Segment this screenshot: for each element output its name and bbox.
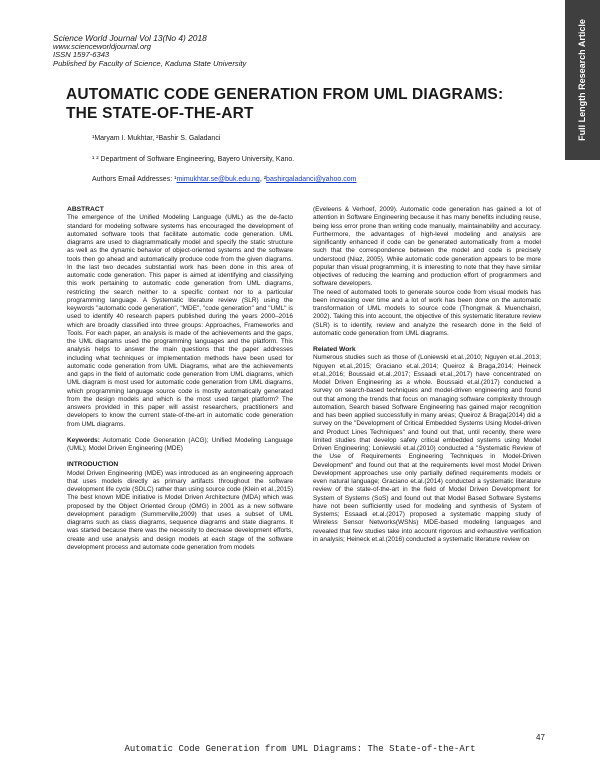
side-tab-label: Full Length Research Article	[577, 19, 587, 141]
email-link-2[interactable]: bashirgaladanci@yahoo.com	[266, 176, 357, 183]
journal-header	[53, 34, 453, 68]
intro-objective-paragraph: The need of automated tools to generate source code from visual models has been increasing over time and a lot of work has been done on the automatic transformation of UML models to source code (Thongmak & Muenchaisri, 2002). Taking this into account, the objective of this systematic literature review (SLR) is to identify, review and analyze the research done in the field of automatic code generation from UML diagrams.	[313, 288, 541, 337]
left-column	[67, 206, 293, 552]
related-work-heading: Related Work	[313, 346, 356, 353]
side-tab	[565, 0, 600, 160]
running-footer-title: Automatic Code Generation from UML Diagrams: The State-of-the-Art	[124, 744, 476, 754]
email-separator: , ²	[259, 176, 267, 183]
keywords-label: Keywords:	[67, 436, 100, 444]
paper-title: AUTOMATIC CODE GENERATION FROM UML DIAGRAMS: THE STATE-OF-THE-ART	[66, 86, 504, 122]
author-emails	[92, 176, 356, 183]
introduction-heading: INTRODUCTION	[67, 461, 119, 469]
journal-issn: ISSN 1597-6343	[53, 50, 110, 60]
page-number: 47	[536, 733, 545, 742]
affiliation: ¹ ² Department of Software Engineering, Bayero University, Kano.	[92, 156, 295, 163]
intro-continued-paragraph: (Eveleens & Verhoef, 2009). Automatic code generation has gained a lot of attention in Software Engineering because it has many benefits including reuse, being less error prone than writing code manually, maintainability and accuracy. Furthermore, the advantages of high-level modeling and analysis are significantly enhanced if code can be generated automatically from a model such that the correspondence between the model and code is precisely understood (Niaz, 2005). While automatic code generation appears to be more popular than visual programming, it is interesting to note that they have similar objectives of reducing the learning and production effort of programmers and software developers.	[313, 206, 541, 288]
abstract-text: The emergence of the Unified Modeling Language (UML) as the de-facto standard for modeling software systems has encouraged the development of automated software tools that facilitate automatic code generation. UML diagrams are used to diagrammatically model and specify the static structure as well as the dynamic behavior of object-oriented systems and the software tools then go ahead and automatically produce code from the given diagrams. In the last two decades substantial work has been done in this area of automatic code generation. This paper is aimed at identifying and classifying this work pertaining to automatic code generation from UML diagrams, restricting the search neither to a specific context nor to a particular programming language. A Systematic literature review (SLR) using the keywords "automatic code generation", "MDE", "code generation" and "UML" is used to identify 40 research papers published during the years 2000–2016 which are broadly classified into three groups: Approaches, Frameworks and Tools. For each paper, an analysis is made of the achievements and the gaps, the UML diagrams used the programming languages and the platform. This analysis helps to answer the main questions that the paper addresses including what techniques or implementation methods have been used for automatic code generation from UML Diagrams, what are the achievements and gaps in the field of automatic code generation from UML diagrams, which UML diagram is most used for automatic code generation from UML diagrams, which programming language source code is mostly automatically generated from the design models and which is the most used target platform? The answers provided in this paper will assist researchers, practitioners and developers to know the current state-of-the-art in automatic code generation from UML diagrams.	[67, 214, 293, 428]
keywords	[67, 437, 293, 454]
journal-publisher: Published by Faculty of Science, Kaduna State University	[53, 58, 247, 68]
abstract-heading: ABSTRACT	[67, 206, 104, 213]
authors: ¹Maryam I. Mukhtar, ²Bashir S. Galadanci	[92, 135, 221, 142]
journal-website: www.scienceworldjournal.org	[53, 41, 151, 51]
journal-title: Science World Journal Vol 13(No 4) 2018	[53, 33, 207, 43]
right-column	[313, 206, 541, 544]
email-link-1[interactable]: mimukhtar.se@buk.edu.ng	[176, 176, 260, 183]
keywords-text: Automatic Code Generation (ACG); Unified Modeling Language (UML); Model Driven Engineering (MDE)	[67, 436, 293, 452]
related-work-text: Numerous studies such as those of (Loniewski et.al.,2010; Nguyen et.al.,2013; Nguyen et.al.,2015; Graciano et.al.,2014; Queiroz & Braga,2014; Heineck et.al.,2016; Boussaid et.al.,2017; Essaadi et.al.,2017) have concentrated on Model Driven Engineering as a whole. Boussaid et.al.(2017) conducted a survey on search-based techniques and model-driven engineering and found out that among the trends that focus on managing software complexity through automation, Search based Software Engineering has gained major recognition and has been applied successfully in many areas; Queiroz & Braga(2014) did a survey on the "Development of Critical Embedded Systems Using Model-driven and Product Lines Techniques" and found out that, until recently, there were limited studies that develop safety critical embedded systems using Model Driven Engineering; Loniewski et.al.(2010) conducted a "Systematic Review of the Use of Requirements Engineering Techniques in Model-Driven Development" and found out that at the requirements level most Model Driven Development approaches use only partially defined requirements models or even natural language; Graciano et.al.(2014) conducted a systematic literature review of the state-of-the-art in the field of Model Driven Development for System of Systems (SoS) and found out that Model Based Software Systems have not been sufficiently used for modeling and synthesis of System of Systems; Essaadi et.al.(2017) proposed a systematic mapping study of Wireless Sensor Networks(WSNs) MDE-based modeling languages and revealed that few studies take into account rigorous and exhaustive verification in analysis; Heineck et.al.(2016) conducted a systematic literature review on	[313, 354, 541, 543]
introduction-text: Model Driven Engineering (MDE) was introduced as an engineering approach that uses models directly as primary artifacts throughout the software development life cycle (SDLC) rather than using source code (Klein et al.,2015) The best known MDE initiative is Model Driven Architecture (MDA) which was proposed by the Object Oriented Group (OMG) in 2001 as a new software development paradigm (Summerville,2009) that uses a subset of UML diagrams such as class diagrams, sequence diagrams and state diagrams. It was started because there was the necessity to decrease development efforts, create and use analysis and design models at each stage of the software development process and automate code generation from models	[67, 469, 293, 551]
email-label: Authors Email Addresses: ¹	[92, 176, 177, 183]
